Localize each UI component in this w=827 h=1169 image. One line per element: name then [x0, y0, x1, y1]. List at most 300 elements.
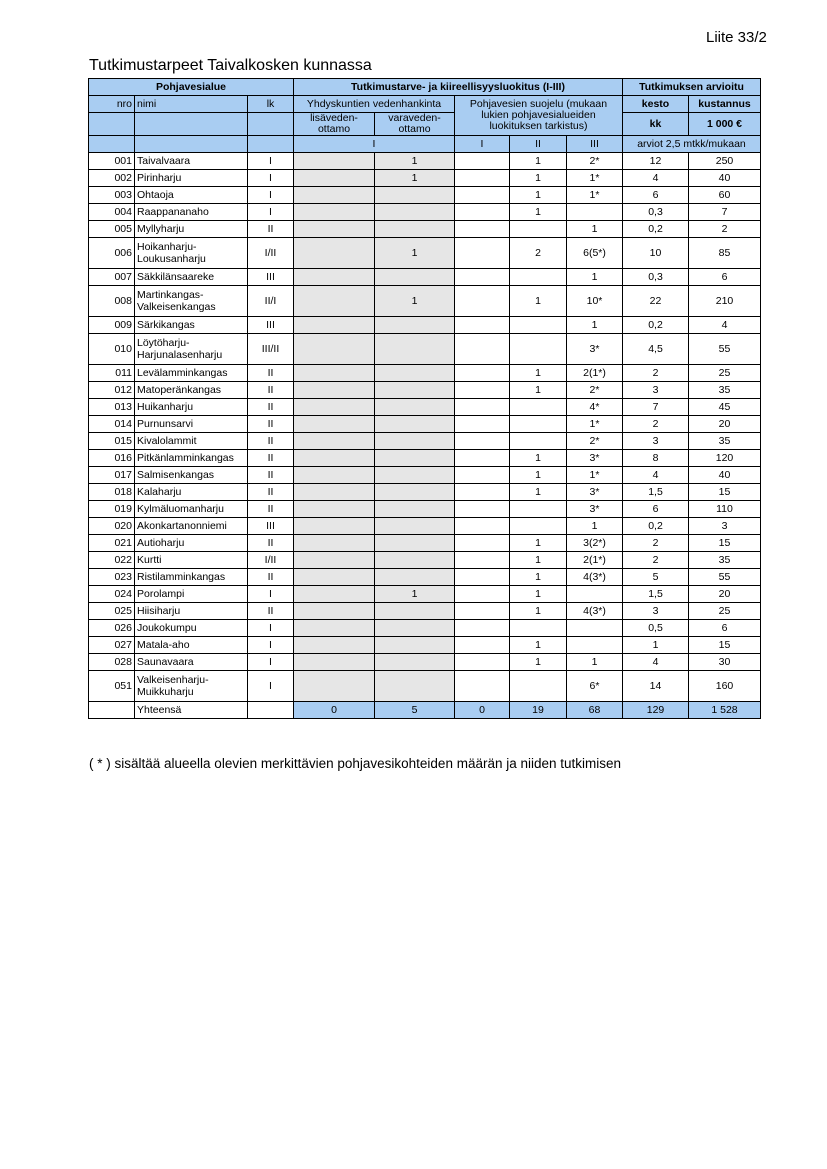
cell-lk: II: [248, 603, 294, 620]
cell-lk: II: [248, 467, 294, 484]
cell-suojelu-i: [455, 399, 510, 416]
cell-suojelu-ii: 1: [510, 637, 567, 654]
cell-suojelu-ii: 1: [510, 187, 567, 204]
cell-suojelu-i: [455, 535, 510, 552]
cell-suojelu-i: [455, 671, 510, 702]
cell-varavedenottamo: [375, 187, 455, 204]
total-kesto: 129: [623, 702, 689, 719]
cell-lisavedenottamo: [294, 654, 375, 671]
table-row: [89, 671, 761, 702]
cell-lisavedenottamo: [294, 187, 375, 204]
cell-nro: 008: [89, 286, 135, 317]
cell-suojelu-ii: 1: [510, 467, 567, 484]
cell-suojelu-ii: [510, 317, 567, 334]
research-needs-table: [88, 78, 761, 719]
header-kustannus: kustannus: [689, 96, 761, 113]
cell-nimi: Pitkänlamminkangas: [135, 450, 248, 467]
header-kesto: kesto: [623, 96, 689, 113]
cell-suojelu-i: [455, 317, 510, 334]
cell-suojelu-ii: 1: [510, 153, 567, 170]
cell-kustannus: 110: [689, 501, 761, 518]
cell-lk: [248, 702, 294, 719]
cell-kesto: 2: [623, 535, 689, 552]
header-tutkimuksen-arvioitu: Tutkimuksen arvioitu: [623, 79, 761, 96]
table-row: [89, 620, 761, 637]
cell-kustannus: 15: [689, 535, 761, 552]
table-row: [89, 317, 761, 334]
cell-kustannus: 15: [689, 484, 761, 501]
table-row: [89, 238, 761, 269]
table-row: [89, 399, 761, 416]
total-suojelu-ii: 19: [510, 702, 567, 719]
cell-suojelu-ii: 1: [510, 484, 567, 501]
cell-lk: I: [248, 654, 294, 671]
cell-lisavedenottamo: [294, 586, 375, 603]
cell-lk: I: [248, 671, 294, 702]
cell-suojelu-i: [455, 286, 510, 317]
cell-suojelu-iii: 1: [567, 518, 623, 535]
cell-kesto: 1: [623, 637, 689, 654]
cell-nro: 019: [89, 501, 135, 518]
cell-lk: II: [248, 484, 294, 501]
cell-nimi: Saunavaara: [135, 654, 248, 671]
cell-suojelu-ii: [510, 501, 567, 518]
cell-kesto: 0,3: [623, 204, 689, 221]
cell-kustannus: 20: [689, 416, 761, 433]
cell-lisavedenottamo: [294, 334, 375, 365]
cell-varavedenottamo: [375, 269, 455, 286]
document-title: Tutkimustarpeet Taivalkosken kunnassa: [89, 57, 372, 74]
cell-varavedenottamo: 1: [375, 153, 455, 170]
cell-suojelu-i: [455, 501, 510, 518]
header-arviot-note: arviot 2,5 mtkk/mukaan: [623, 136, 761, 153]
cell-suojelu-i: [455, 586, 510, 603]
cell-nimi: Säkkilänsaareke: [135, 269, 248, 286]
table-row: [89, 654, 761, 671]
cell-nro: 016: [89, 450, 135, 467]
cell-nro: 027: [89, 637, 135, 654]
cell-lk: I: [248, 187, 294, 204]
cell-suojelu-i: [455, 433, 510, 450]
cell-suojelu-iii: [567, 620, 623, 637]
cell-suojelu-iii: 1*: [567, 187, 623, 204]
cell-kesto: 1,5: [623, 586, 689, 603]
cell-kustannus: 6: [689, 269, 761, 286]
cell-suojelu-iii: 6(5*): [567, 238, 623, 269]
cell-nimi: Autioharju: [135, 535, 248, 552]
cell-suojelu-iii: 10*: [567, 286, 623, 317]
table-row: [89, 501, 761, 518]
cell-lk: II: [248, 501, 294, 518]
cell-lisavedenottamo: [294, 450, 375, 467]
cell-suojelu-iii: 2*: [567, 153, 623, 170]
header-lk: lk: [248, 96, 294, 113]
cell-nimi: Porolampi: [135, 586, 248, 603]
cell-nimi: Martinkangas-Valkeisenkangas: [135, 286, 248, 317]
header-empty: [135, 113, 248, 136]
cell-nro: 022: [89, 552, 135, 569]
cell-kustannus: 2: [689, 221, 761, 238]
cell-kesto: 0,2: [623, 221, 689, 238]
cell-varavedenottamo: [375, 450, 455, 467]
cell-nro: [89, 702, 135, 719]
cell-lk: II: [248, 365, 294, 382]
total-kustannus: 1 528: [689, 702, 761, 719]
cell-kesto: 3: [623, 433, 689, 450]
table-row: [89, 187, 761, 204]
cell-nimi: Ohtaoja: [135, 187, 248, 204]
cell-suojelu-i: [455, 552, 510, 569]
cell-lk: I/II: [248, 238, 294, 269]
cell-kesto: 0,2: [623, 518, 689, 535]
cell-suojelu-i: [455, 221, 510, 238]
header-empty: [89, 136, 135, 153]
cell-nimi: Kurtti: [135, 552, 248, 569]
cell-suojelu-iii: 1: [567, 317, 623, 334]
cell-nimi: Löytöharju-Harjunalasenharju: [135, 334, 248, 365]
cell-suojelu-iii: 2*: [567, 382, 623, 399]
cell-kustannus: 25: [689, 603, 761, 620]
total-suojelu-iii: 68: [567, 702, 623, 719]
cell-nro: 018: [89, 484, 135, 501]
header-yhdyskuntien-vedenhankinta: Yhdyskuntien vedenhankinta: [294, 96, 455, 113]
cell-lk: II: [248, 450, 294, 467]
cell-kustannus: 160: [689, 671, 761, 702]
cell-lisavedenottamo: [294, 603, 375, 620]
cell-nro: 011: [89, 365, 135, 382]
table-row: [89, 450, 761, 467]
cell-varavedenottamo: [375, 484, 455, 501]
cell-lisavedenottamo: [294, 484, 375, 501]
total-row: [89, 702, 761, 719]
cell-suojelu-iii: 4*: [567, 399, 623, 416]
header-lisavedenottamo: lisäveden-ottamo: [294, 113, 375, 136]
cell-kesto: 4: [623, 467, 689, 484]
cell-nimi: Matoperänkangas: [135, 382, 248, 399]
cell-nimi: Raappananaho: [135, 204, 248, 221]
cell-suojelu-iii: 1: [567, 221, 623, 238]
cell-suojelu-i: [455, 153, 510, 170]
cell-suojelu-ii: [510, 671, 567, 702]
header-class-i: I: [294, 136, 455, 153]
cell-kustannus: 15: [689, 637, 761, 654]
cell-lk: III: [248, 518, 294, 535]
cell-varavedenottamo: [375, 399, 455, 416]
header-tutkimustarve: Tutkimustarve- ja kiireellisyysluokitus (I-III): [294, 79, 623, 96]
cell-varavedenottamo: 1: [375, 586, 455, 603]
cell-kustannus: 7: [689, 204, 761, 221]
cell-varavedenottamo: [375, 317, 455, 334]
cell-suojelu-iii: 1: [567, 269, 623, 286]
cell-kesto: 0,2: [623, 317, 689, 334]
cell-kustannus: 35: [689, 433, 761, 450]
cell-kesto: 8: [623, 450, 689, 467]
cell-nimi: Taivalvaara: [135, 153, 248, 170]
cell-suojelu-ii: 1: [510, 286, 567, 317]
header-class-iii: III: [567, 136, 623, 153]
cell-varavedenottamo: [375, 603, 455, 620]
cell-nimi: Pirinharju: [135, 170, 248, 187]
table-row: [89, 334, 761, 365]
cell-lisavedenottamo: [294, 467, 375, 484]
cell-suojelu-iii: 3*: [567, 334, 623, 365]
cell-lisavedenottamo: [294, 569, 375, 586]
cell-lk: II: [248, 433, 294, 450]
table-row: [89, 552, 761, 569]
cell-suojelu-iii: 1*: [567, 170, 623, 187]
cell-varavedenottamo: 1: [375, 170, 455, 187]
cell-nimi: Ristilamminkangas: [135, 569, 248, 586]
cell-suojelu-i: [455, 238, 510, 269]
cell-kustannus: 6: [689, 620, 761, 637]
cell-nro: 021: [89, 535, 135, 552]
cell-suojelu-iii: 1*: [567, 416, 623, 433]
cell-nimi: Hoikanharju-Loukusanharju: [135, 238, 248, 269]
cell-lisavedenottamo: [294, 671, 375, 702]
cell-lisavedenottamo: [294, 518, 375, 535]
cell-suojelu-i: [455, 654, 510, 671]
cell-lk: III: [248, 317, 294, 334]
cell-nro: 014: [89, 416, 135, 433]
cell-kesto: 4: [623, 170, 689, 187]
cell-suojelu-i: [455, 484, 510, 501]
cell-varavedenottamo: [375, 637, 455, 654]
cell-nro: 007: [89, 269, 135, 286]
cell-kustannus: 40: [689, 467, 761, 484]
table-row: [89, 535, 761, 552]
cell-lk: II: [248, 535, 294, 552]
cell-suojelu-i: [455, 269, 510, 286]
cell-lisavedenottamo: [294, 399, 375, 416]
total-label: Yhteensä: [135, 702, 248, 719]
header-pohjavesialue: Pohjavesialue: [89, 79, 294, 96]
cell-lk: II/I: [248, 286, 294, 317]
cell-varavedenottamo: [375, 552, 455, 569]
cell-suojelu-iii: 3*: [567, 450, 623, 467]
cell-suojelu-iii: 2(1*): [567, 552, 623, 569]
cell-lk: I: [248, 620, 294, 637]
cell-nro: 012: [89, 382, 135, 399]
cell-nro: 025: [89, 603, 135, 620]
header-class-i: I: [455, 136, 510, 153]
cell-nimi: Myllyharju: [135, 221, 248, 238]
cell-lk: III: [248, 269, 294, 286]
cell-varavedenottamo: [375, 501, 455, 518]
cell-lk: II: [248, 569, 294, 586]
cell-kustannus: 20: [689, 586, 761, 603]
cell-suojelu-i: [455, 170, 510, 187]
cell-kustannus: 55: [689, 334, 761, 365]
cell-lisavedenottamo: [294, 535, 375, 552]
cell-suojelu-iii: 2*: [567, 433, 623, 450]
cell-suojelu-i: [455, 450, 510, 467]
table-row: [89, 586, 761, 603]
cell-suojelu-ii: [510, 416, 567, 433]
cell-varavedenottamo: [375, 467, 455, 484]
table-row: [89, 153, 761, 170]
cell-lisavedenottamo: [294, 382, 375, 399]
cell-kesto: 2: [623, 552, 689, 569]
table-row: [89, 269, 761, 286]
cell-suojelu-ii: 1: [510, 365, 567, 382]
table-row: [89, 484, 761, 501]
cell-varavedenottamo: [375, 365, 455, 382]
table-row: [89, 637, 761, 654]
cell-suojelu-iii: 4(3*): [567, 603, 623, 620]
cell-suojelu-iii: 3*: [567, 484, 623, 501]
cell-suojelu-ii: [510, 399, 567, 416]
cell-lisavedenottamo: [294, 286, 375, 317]
cell-nimi: Levälamminkangas: [135, 365, 248, 382]
cell-nro: 003: [89, 187, 135, 204]
cell-nro: 051: [89, 671, 135, 702]
cell-suojelu-iii: 2(1*): [567, 365, 623, 382]
cell-nimi: Särkikangas: [135, 317, 248, 334]
header-empty: [135, 136, 248, 153]
total-suojelu-i: 0: [455, 702, 510, 719]
cell-suojelu-i: [455, 382, 510, 399]
cell-varavedenottamo: [375, 416, 455, 433]
cell-kesto: 4,5: [623, 334, 689, 365]
cell-lk: I: [248, 153, 294, 170]
cell-varavedenottamo: [375, 382, 455, 399]
cell-lisavedenottamo: [294, 317, 375, 334]
cell-varavedenottamo: 1: [375, 286, 455, 317]
cell-kustannus: 25: [689, 365, 761, 382]
cell-nimi: Kylmäluomanharju: [135, 501, 248, 518]
cell-kustannus: 40: [689, 170, 761, 187]
cell-varavedenottamo: [375, 535, 455, 552]
cell-kesto: 10: [623, 238, 689, 269]
cell-suojelu-iii: 1*: [567, 467, 623, 484]
header-varavedenottamo: varaveden-ottamo: [375, 113, 455, 136]
cell-lk: II: [248, 221, 294, 238]
cell-suojelu-iii: [567, 637, 623, 654]
cell-suojelu-ii: 1: [510, 654, 567, 671]
cell-lk: III/II: [248, 334, 294, 365]
table-row: [89, 416, 761, 433]
header-empty: [248, 113, 294, 136]
header-pohjavesien-suojelu: Pohjavesien suojelu (mukaan lukien pohjavesialueiden luokituksen tarkistus): [455, 96, 623, 136]
cell-suojelu-ii: [510, 334, 567, 365]
cell-kustannus: 60: [689, 187, 761, 204]
cell-suojelu-ii: 1: [510, 535, 567, 552]
cell-nimi: Kivalolammit: [135, 433, 248, 450]
page-label: Liite 33/2: [706, 29, 767, 46]
cell-suojelu-i: [455, 416, 510, 433]
cell-suojelu-ii: 1: [510, 586, 567, 603]
cell-varavedenottamo: [375, 654, 455, 671]
cell-lk: I: [248, 170, 294, 187]
cell-suojelu-ii: 1: [510, 170, 567, 187]
cell-nro: 020: [89, 518, 135, 535]
cell-kesto: 12: [623, 153, 689, 170]
cell-nimi: Huikanharju: [135, 399, 248, 416]
cell-lisavedenottamo: [294, 552, 375, 569]
header-empty: [248, 136, 294, 153]
cell-nimi: Akonkartanonniemi: [135, 518, 248, 535]
cell-kesto: 14: [623, 671, 689, 702]
cell-kesto: 7: [623, 399, 689, 416]
cell-nimi: Kalaharju: [135, 484, 248, 501]
cell-lisavedenottamo: [294, 153, 375, 170]
cell-suojelu-ii: 1: [510, 569, 567, 586]
cell-suojelu-i: [455, 187, 510, 204]
cell-lisavedenottamo: [294, 170, 375, 187]
cell-varavedenottamo: [375, 221, 455, 238]
cell-kesto: 6: [623, 501, 689, 518]
cell-suojelu-i: [455, 467, 510, 484]
cell-suojelu-iii: 4(3*): [567, 569, 623, 586]
cell-nro: 026: [89, 620, 135, 637]
cell-lisavedenottamo: [294, 620, 375, 637]
cell-nro: 009: [89, 317, 135, 334]
table-row: [89, 204, 761, 221]
cell-suojelu-i: [455, 365, 510, 382]
cell-lisavedenottamo: [294, 637, 375, 654]
cell-varavedenottamo: [375, 334, 455, 365]
cell-lk: I: [248, 586, 294, 603]
cell-varavedenottamo: [375, 518, 455, 535]
table-row: [89, 170, 761, 187]
cell-kustannus: 250: [689, 153, 761, 170]
cell-varavedenottamo: [375, 671, 455, 702]
cell-suojelu-i: [455, 620, 510, 637]
cell-nro: 028: [89, 654, 135, 671]
cell-suojelu-iii: [567, 204, 623, 221]
cell-nro: 010: [89, 334, 135, 365]
cell-suojelu-ii: 1: [510, 204, 567, 221]
cell-suojelu-i: [455, 334, 510, 365]
cell-suojelu-ii: [510, 433, 567, 450]
footnote: ( * ) sisältää alueella olevien merkittävien pohjavesikohteiden määrän ja niiden tutkimisen: [89, 756, 622, 771]
cell-nimi: Purnunsarvi: [135, 416, 248, 433]
cell-nro: 006: [89, 238, 135, 269]
cell-nro: 004: [89, 204, 135, 221]
cell-suojelu-ii: 1: [510, 450, 567, 467]
header-class-ii: II: [510, 136, 567, 153]
cell-suojelu-i: [455, 569, 510, 586]
cell-kesto: 2: [623, 416, 689, 433]
header-nimi: nimi: [135, 96, 248, 113]
cell-nro: 005: [89, 221, 135, 238]
cell-kustannus: 85: [689, 238, 761, 269]
cell-kustannus: 30: [689, 654, 761, 671]
cell-suojelu-iii: 1: [567, 654, 623, 671]
total-varavedenottamo: 5: [375, 702, 455, 719]
cell-suojelu-ii: 1: [510, 603, 567, 620]
cell-suojelu-iii: 3*: [567, 501, 623, 518]
cell-lk: I: [248, 637, 294, 654]
cell-kustannus: 4: [689, 317, 761, 334]
table-row: [89, 603, 761, 620]
cell-suojelu-ii: 1: [510, 552, 567, 569]
cell-lk: II: [248, 382, 294, 399]
cell-suojelu-ii: 2: [510, 238, 567, 269]
cell-kesto: 0,5: [623, 620, 689, 637]
cell-varavedenottamo: [375, 620, 455, 637]
cell-nro: 015: [89, 433, 135, 450]
cell-suojelu-i: [455, 637, 510, 654]
cell-kesto: 1,5: [623, 484, 689, 501]
cell-nimi: Matala-aho: [135, 637, 248, 654]
cell-kustannus: 35: [689, 382, 761, 399]
cell-nro: 013: [89, 399, 135, 416]
cell-lisavedenottamo: [294, 365, 375, 382]
cell-suojelu-iii: 6*: [567, 671, 623, 702]
table-row: [89, 382, 761, 399]
cell-nro: 023: [89, 569, 135, 586]
